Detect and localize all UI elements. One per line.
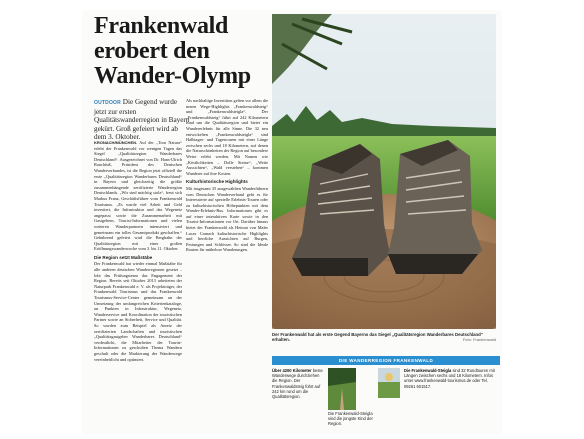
- trail-photo-caption: Die Frankenwald-Steigla sind die jüngste Kind der Region.: [328, 411, 373, 426]
- photo-credit: Foto: Frankenwald: [462, 337, 496, 342]
- teaser-text: Die Gegend wurde jetzt zur ersten Qualitätswanderregion in Bayern gekürt. Groß gefeiert wird ab dem 3. Oktober.: [94, 98, 190, 142]
- info-box-steigla-text: sind 32 Rundtouren mit Längen zwischen sechs und 18 Kilometern. Infos unter www.frankenwald-tourismus.de oder Tel. 09261 601517.: [404, 368, 495, 389]
- column-1-subhead: Die Region setzt Maßstäbe: [94, 254, 153, 260]
- steigla-photo: [378, 368, 400, 398]
- info-box-km: [272, 368, 324, 430]
- info-box-km-text: beste Wanderwege durchziehen die Region. Der Frankenwaldsteig führt auf 242 km rund um die Qualitätsregion.: [272, 368, 323, 400]
- column-2-subhead: Kulturhistorische Highlights: [186, 179, 248, 185]
- column-1-body-2: Der Frankenwald hat wieder einmal Maßstäbe für alle anderen deutschen Wanderregionen gesetzt – lobt das Prüfungsteam das Engagement der Region. Bereits seit Oktober 2013 arbeiteten der Naturpark Frankenwald e. V. als Projektträger, der Frankenwald Tourismus und das Frankenwald Tourismus-Service-Center gemeinsam an der Umsetzung der umfangreichen Kriterienkataloge, an Punkten in Infrastruktur, Wegenetz, Wanderservice und Koordination der touristischen Partner sowie an Sicherheit, Service und Qualität. So wurden zum Beispiel als Anreiz der zertifizierten Landschaften und touristischen „Qualitätsgastgeber Wanderbares Deutschland“ verdeutlicht, die Mitarbeiter der Tourist-Informationen zu geschulten Thema Wandern geschult oder die Markierung der Wanderwege vereinheitlicht und optimiert.: [94, 261, 182, 362]
- hiking-boots-photo: [272, 14, 496, 329]
- info-box-steigla: [404, 368, 498, 430]
- info-box-steigla-title: Die Frankenwald-Steigla: [404, 368, 452, 373]
- kicker-label: OUTDOOR: [94, 100, 121, 106]
- caption-text: Der Frankenwald hat als erste Gegend Bayerns das Siegel „Qualitätsregion Wanderbares Deutschland“ erhalten.: [272, 332, 483, 343]
- trail-photo: [328, 368, 356, 410]
- article-column-1: [94, 140, 182, 430]
- newspaper-page: [82, 10, 502, 434]
- steigla-illustration: [378, 368, 400, 398]
- hiking-boots-illustration: [272, 14, 496, 329]
- byline: KRONACH/MÜNCHEN.: [94, 140, 138, 145]
- column-2-body: Als nachhaltige Investition gelten vor allem die neuen Wege-Highlights „Frankenwaldsteig“ und „Frankenwaldsteigla“. Der „Frankenwaldsteig“ führt auf 242 Kilometern rund um die Qualitätsregion und bietet ein Wandererlebnis für alle Sinne. Die 32 neu entwickelten „Frankenwaldsteigla“ sind Halbtages- und Tagestouren mit einer Länge zwischen sechs und 18 Kilometern, auf denen die Naturschönheiten der Region auf besondere Weise erlebt werden. Mit Namen wie „Köstlichkeiten – Dolle Steine“, „Weite Aussichten“, „Wald verstehen“ – kommen Wanderer auf ihre Kosten.: [186, 98, 268, 176]
- column-1-body: Auf der „Tour Natura“ erlebt der Frankenwald vor wenigen Tagen das Siegel „Qualitätsregion Wanderbares Deutschland“. Ausgezeichnet von Dr. Hans-Ulrich Rauchfuß, Präsident des Deutschen Wanderverbandes, ist die Region jetzt offiziell die erste „Qualitätsregion Wanderbares Deutschland“ in Bayern und gleichzeitig die größte zusammenhängende zertifizierte Wanderregion Deutschlands. „Wir sind mächtig stolz“, freut sich Markus Franz, Geschäftsführer vom Frankenwald Tourismus. „Es wurde viel Arbeit und Geld investiert, die Infrastruktur und das Wegenetz angepasst sowie die Zusammenarbeit mit Gastgebern, Tourist-Informationen und vielen weiteren Wanderpartnern intensiviert und gemeinsam ein tolles Gesamtprodukt geschaffen.“ Gebührend gefeiert wird die Bergbahn der Qualitätsregion mit einer großen Eröffnungswanderwoche vom 3. bis 11. Oktober.: [94, 140, 182, 252]
- article-headline: Frankenwald erobert den Wander-Olymp: [94, 13, 251, 89]
- column-2-body-2: Mit insgesamt 35 ausgewählten Wanderführern vom Deutschen Wanderverband geht es für Interessierte auf spezielle Erlebnis-Touren oder zu kulturhistorischen Höhepunkten mit dem Wander-Erlebnis-Bus. Informationen gibt es auf einer interaktiven Karte sowie in den Tourist-Informationen vor Ort. Darüber hinaus bietet der Frankenwald als Heimat von Maler Lucas Cranach kulturhistorische Highlights und herrliche Aussichten auf Burgen, Festungen und Schlösser. So sind die Ideale Routen für mühelose Wanderungen.: [186, 185, 268, 253]
- info-box-km-title: Über 4200 Kilometer: [272, 368, 312, 373]
- article-teaser: [94, 98, 190, 142]
- section-banner: DIE WANDERREGION FRANKENWALD: [272, 356, 500, 365]
- article-column-2: [186, 98, 268, 430]
- trail-illustration: [328, 368, 356, 410]
- photo-caption: [272, 332, 496, 343]
